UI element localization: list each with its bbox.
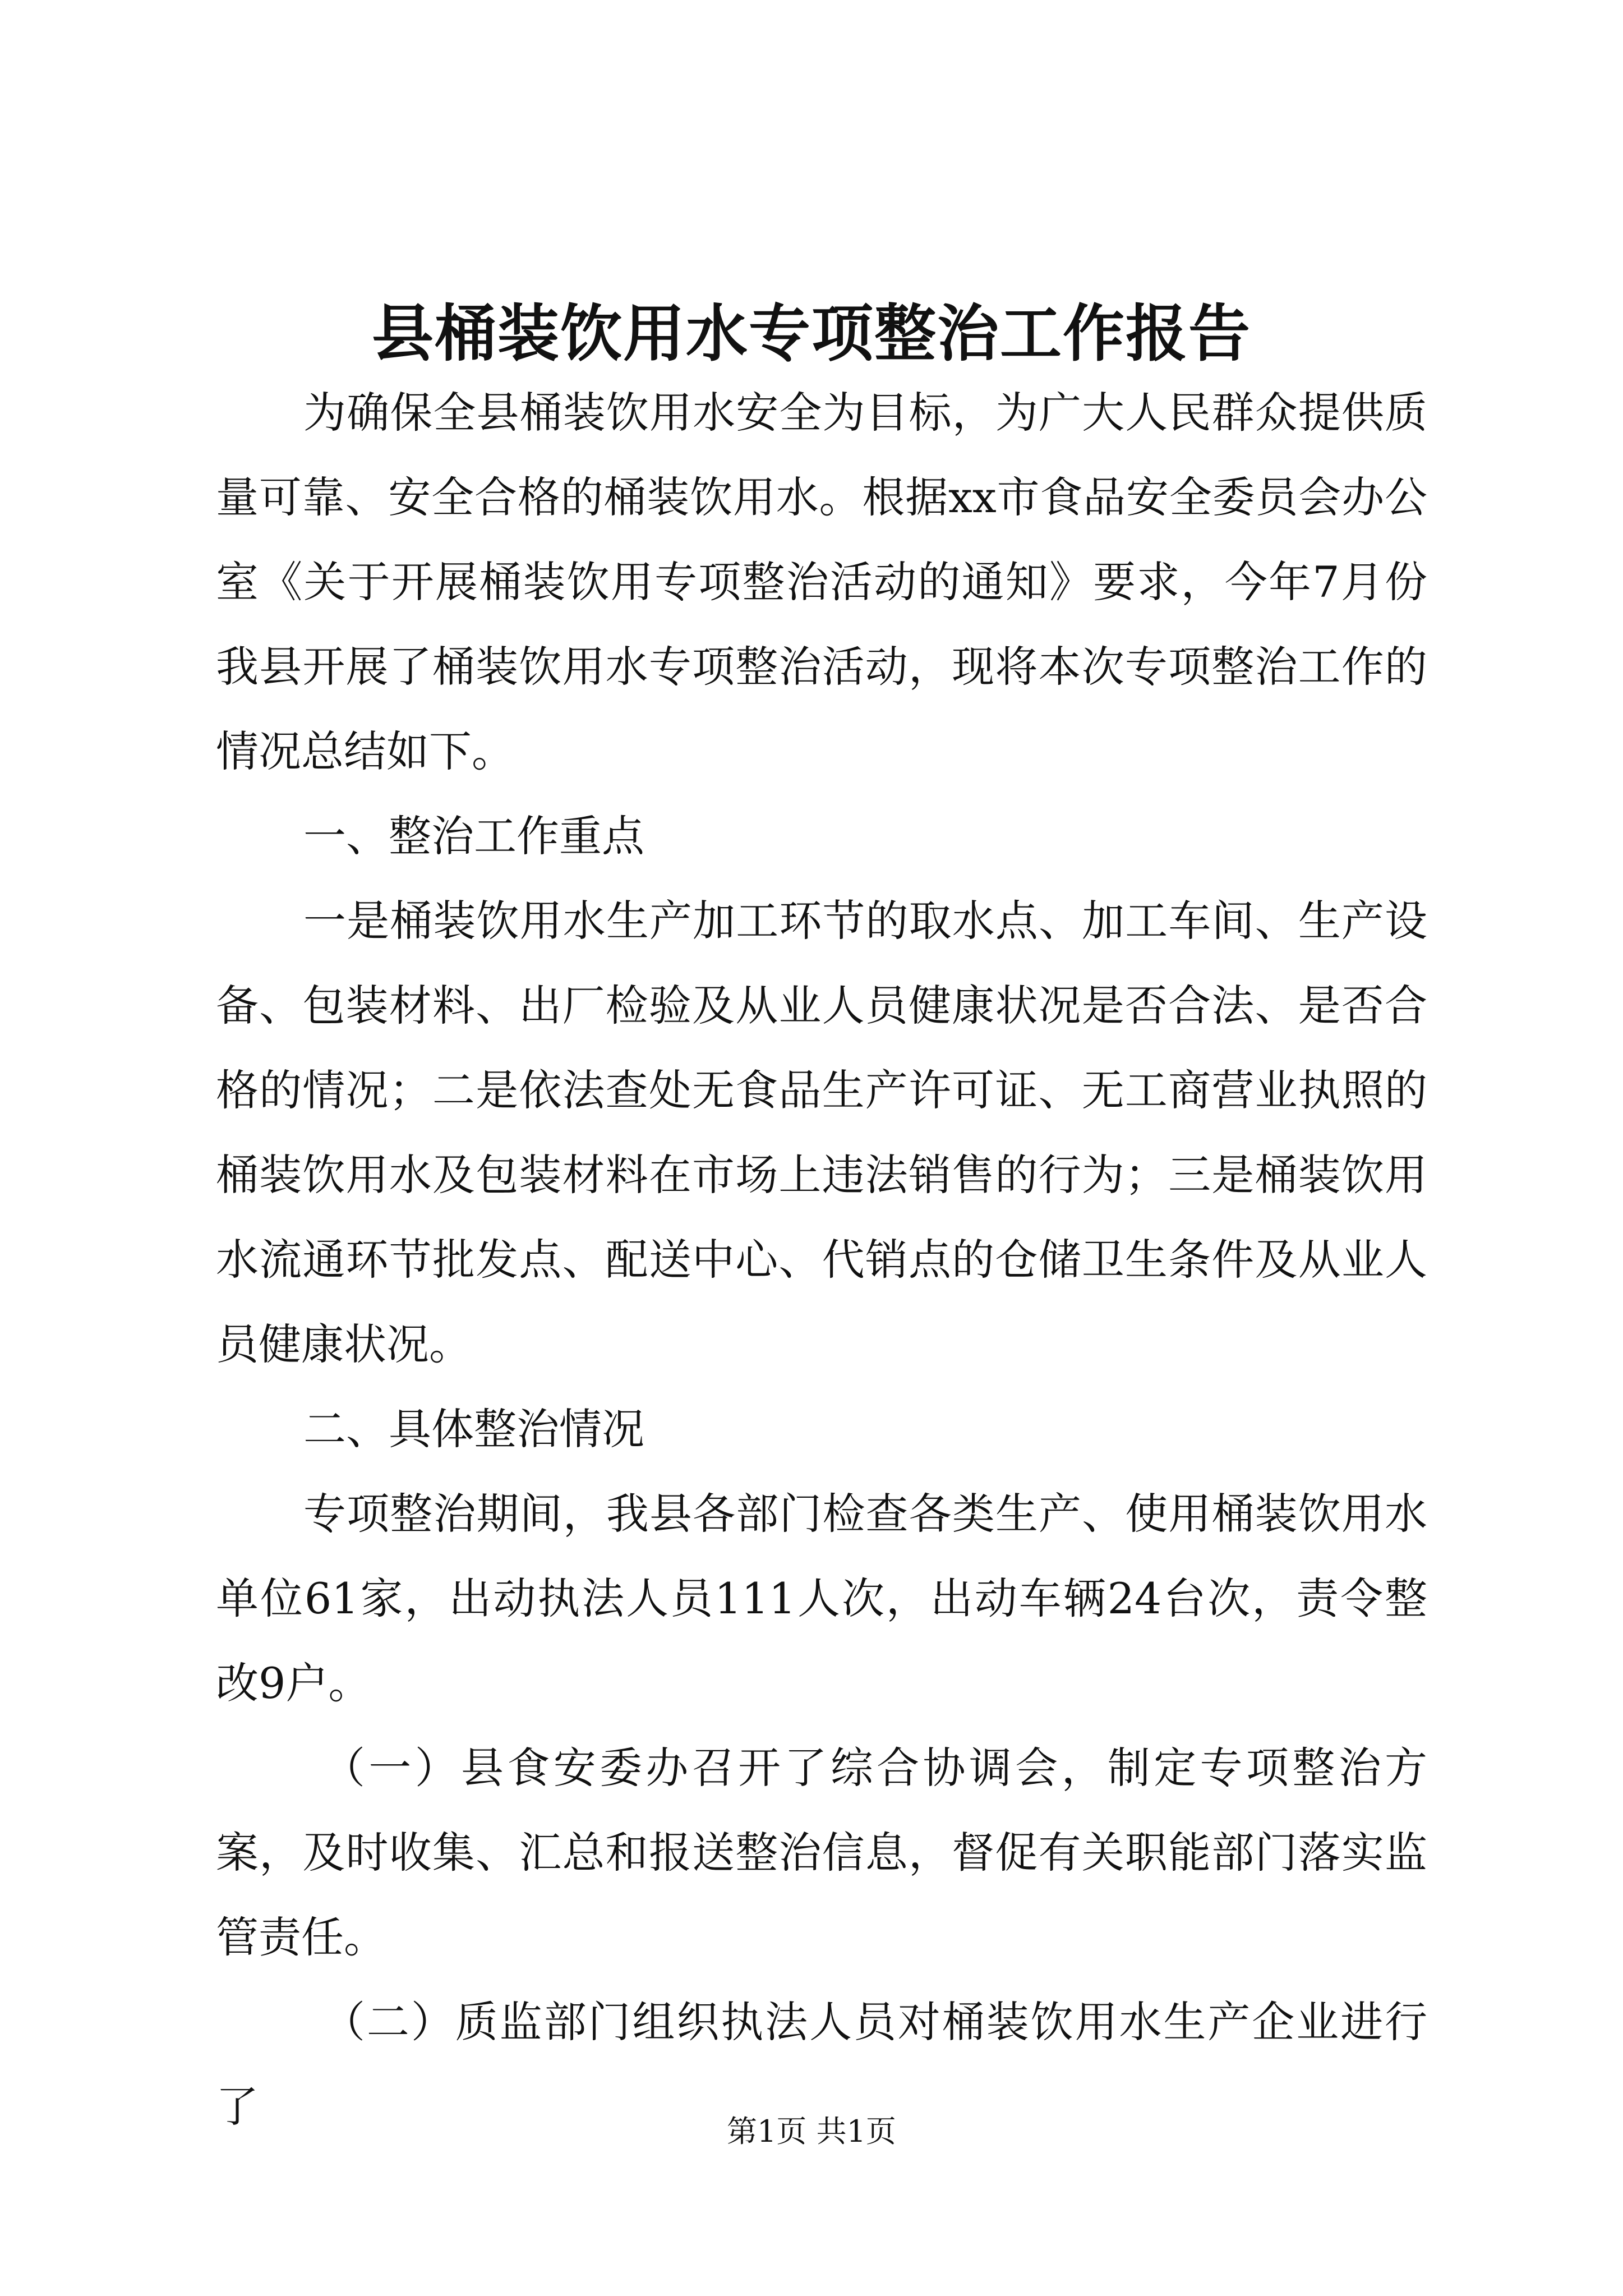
paragraph-focus: 一是桶装饮用水生产加工环节的取水点、加工车间、生产设备、包装材料、出厂检验及从业人员健康状况是否合法、是否合格的情况；二是依法查处无食品生产许可证、无工商营业执照的桶装饮用水及包装材料在市场上违法销售的行为；三是桶装饮用水流通环节批发点、配送中心、代销点的仓储卫生条件及从业人员健康状况。 bbox=[216, 896, 1427, 1369]
page-number: 第1页 共1页 bbox=[727, 2114, 896, 2149]
document-body bbox=[216, 370, 1427, 2149]
section-heading-situation: 二、具体整治情况 bbox=[303, 1404, 644, 1454]
paragraph-statistics: 专项整治期间，我县各部门检查各类生产、使用桶装饮用水单位61家，出动执法人员111人次，出动车辆24台次，责令整改9户。 bbox=[216, 1489, 1427, 1708]
paragraph-item-1: （一）县食安委办召开了综合协调会，制定专项整治方案，及时收集、汇总和报送整治信息，督促有关职能部门落实监管责任。 bbox=[216, 1743, 1427, 1962]
document-title: 县桶装饮用水专项整治工作报告 bbox=[372, 297, 1251, 370]
section-heading-focus: 一、整治工作重点 bbox=[303, 811, 644, 861]
paragraph-intro: 为确保全县桶装饮用水安全为目标，为广大人民群众提供质量可靠、安全合格的桶装饮用水。根据xx市食品安全委员会办公室《关于开展桶装饮用专项整治活动的通知》要求，今年7月份我县开展了桶装饮用水专项整治活动，现将本次专项整治工作的情况总结如下。 bbox=[216, 388, 1427, 776]
paragraph-item-2: （二）质监部门组织执法人员对桶装饮用水生产企业进行了 bbox=[216, 1997, 1427, 2132]
